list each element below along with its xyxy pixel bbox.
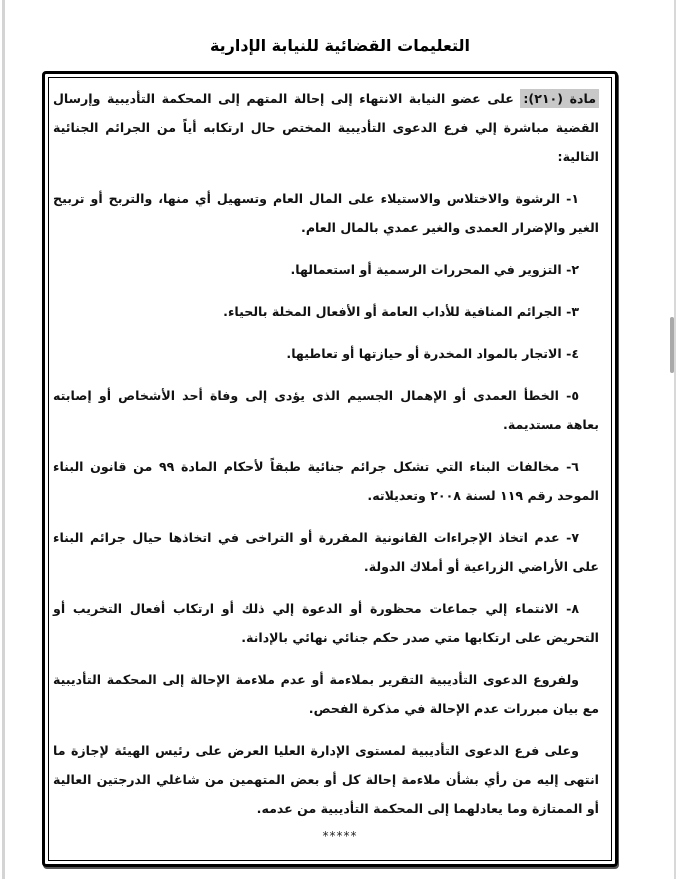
list-item: ٨- الانتماء إلي جماعات محظورة أو الدعوة إلي ذلك أو ارتكاب أفعال التخريب أو التحريض على ارتكابها متي صدر حكم جنائي نهائي بالإدانة. [53,601,599,645]
list-item: ٥- الخطأ العمدى أو الإهمال الجسيم الذى يؤدى إلى وفاة أحد الأشخاص أو إصابته بعاهة مستديمة. [53,388,599,432]
list-item: ٧- عدم اتخاذ الإجراءات القانونية المقررة أو التراخى في اتخاذها حيال جرائم البناء على الأراضي الزراعية أو أملاك الدولة. [53,530,599,574]
list-item: ٣- الجرائم المنافية للأداب العامة أو الأفعال المخلة بالحياء. [223,304,579,319]
page-edge-right [674,0,676,879]
closing-paragraph: ولفروع الدعوى التأديبية التقرير بملاءمة أو عدم ملاءمة الإحالة إلى المحكمة التأديبية مع بيان مبررات عدم الإحالة في مذكرة الفحص. [53,672,599,716]
document-body [53,84,599,836]
list-item: ٦- مخالفات البناء التي تشكل جرائم جنائية طبقاً لأحكام المادة ٩٩ من قانون البناء الموحد رقم ١١٩ لسنة ٢٠٠٨ وتعديلاته. [53,459,599,503]
end-marker: ***** [322,829,358,843]
list-item: ٤- الاتجار بالمواد المخدرة أو حيازتها أو تعاطيها. [286,346,579,361]
article-paragraph [53,84,599,171]
scrollbar-thumb[interactable] [670,317,674,373]
page-edge-left [2,0,5,879]
list-item: ٢- التزوير في المحررات الرسمية أو استعمالها. [290,262,579,277]
article-intro: على عضو النيابة الانتهاء إلى إحالة المتهم إلى المحكمة التأديبية وإرسال القضية مباشرة إلي فرع الدعوى التأديبية المختص حال ارتكابه أياً من الجرائم الجنائية التالية: [53,91,599,164]
article-label: مادة (٢١٠): [520,89,599,108]
closing-paragraph: وعلى فرع الدعوى التأديبية لمستوى الإدارة العليا العرض على رئيس الهيئة لإجازة ما انتهى إليه من رأي بشأن ملاءمة إحالة كل أو بعض المتهمين من شاغلي الدرجتين العالية أو الممتازة وما يعادلهما إلى المحكمة التأديبية من عدمه. [53,743,599,816]
list-item: ١- الرشوة والاختلاس والاستيلاء على المال العام وتسهيل أي منها، والتربح أو تربيح الغير والإضرار العمدى والغير عمدي بالمال العام. [53,191,599,235]
document-title: التعليمات القضائية للنيابة الإدارية [209,36,471,55]
